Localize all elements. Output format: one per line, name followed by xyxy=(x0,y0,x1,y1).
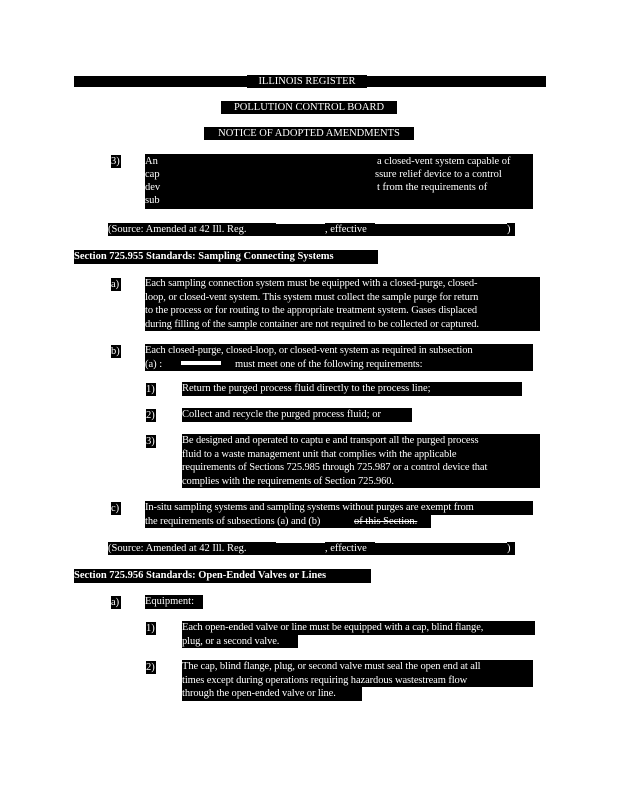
redaction-mark xyxy=(181,361,221,365)
section-955-a-marker: a) xyxy=(111,279,120,290)
top-item-line-2b: ssure relief device to a control xyxy=(375,168,533,181)
section-955-b2-line-1: Collect and recycle the purged process fluid; or xyxy=(182,408,412,422)
section-955-a-line-3: to the process or for routing to the appropriate treatment system. Gases displaced xyxy=(145,304,540,318)
section-955-a-line-1: Each sampling connection system must be equipped with a closed-purge, closed- xyxy=(145,277,540,291)
section-955-c-struck: of this Section. xyxy=(354,515,431,529)
section-955-b3-line-4: complies with the requirements of Section 725.960. xyxy=(182,475,540,489)
section-955-b3-line-3: requirements of Sections 725.985 through 725.987 or a control device that xyxy=(182,461,540,475)
section-956-heading: Section 725.956 Standards: Open-Ended Valves or Lines xyxy=(74,569,371,583)
section-955-b-line-2a: (a) : xyxy=(145,358,167,372)
top-item-line-4a: sub xyxy=(145,194,163,207)
section-955-b2-marker: 2) xyxy=(146,410,155,421)
section-955-c-marker: c) xyxy=(111,503,120,514)
section-955-b-marker: b) xyxy=(111,346,120,357)
top-item-line-3a: dev xyxy=(145,181,163,194)
section-955-b-line-2b: must meet one of the following requirements: xyxy=(235,358,533,372)
top-item-line-2a: cap xyxy=(145,168,163,181)
section-955-b1-marker: 1) xyxy=(146,384,155,395)
section-955-b3-line-2: fluid to a waste management unit that complies with the applicable xyxy=(182,448,540,462)
section-955-b-line-1: Each closed-purge, closed-loop, or closed-vent system as required in subsection xyxy=(145,344,533,358)
section-956-item-1-marker: 1) xyxy=(146,623,155,634)
source-prefix-2: (Source: Amended at 42 Ill. Reg. xyxy=(108,542,276,555)
section-956-item-2-marker: 2) xyxy=(146,662,155,673)
section-955-c-line-1: In-situ sampling systems and sampling systems without purges are exempt from xyxy=(145,501,533,515)
section-955-a-line-2: loop, or closed-vent system. This system must collect the sample purge for return xyxy=(145,291,540,305)
section-955-b1-line-1: Return the purged process fluid directly to the process line; xyxy=(182,382,522,396)
source-close-1: ) xyxy=(507,223,515,236)
board-title: POLLUTION CONTROL BOARD xyxy=(221,101,397,114)
section-956-item-2-line-3: through the open-ended valve or line. xyxy=(182,687,362,701)
top-item-marker: 3) xyxy=(111,156,120,167)
section-955-c-line-2: the requirements of subsections (a) and (b) xyxy=(145,515,357,529)
source-prefix-1: (Source: Amended at 42 Ill. Reg. xyxy=(108,223,276,236)
top-item-line-3b: t from the requirements of xyxy=(377,181,533,194)
section-955-a-line-4: during filling of the sample container are not required to be collected or captured. xyxy=(145,318,540,332)
source-close-2: ) xyxy=(507,542,515,555)
source-effective-1: , effective xyxy=(325,223,375,236)
section-956-item-2-line-1: The cap, blind flange, plug, or second valve must seal the open end at all xyxy=(182,660,533,674)
section-955-b3-line-1: Be designed and operated to captu e and transport all the purged process xyxy=(182,434,540,448)
section-956-a-marker: a) xyxy=(111,597,120,608)
top-item-line-1a: An xyxy=(145,155,163,168)
register-title: ILLINOIS REGISTER xyxy=(247,75,367,88)
section-956-a-label: Equipment: xyxy=(145,595,203,609)
section-956-item-1-line-1: Each open-ended valve or line must be equipped with a cap, blind flange, xyxy=(182,621,535,635)
section-955-heading: Section 725.955 Standards: Sampling Connecting Systems xyxy=(74,250,378,264)
section-955-b3-marker: 3) xyxy=(146,436,155,447)
section-956-item-2-line-2: times except during operations requiring hazardous wastestream flow xyxy=(182,674,533,688)
source-effective-2: , effective xyxy=(325,542,375,555)
section-956-item-1-line-2: plug, or a second valve. xyxy=(182,635,298,649)
top-item-line-1b: a closed-vent system capable of xyxy=(377,155,533,168)
notice-title: NOTICE OF ADOPTED AMENDMENTS xyxy=(204,127,414,140)
